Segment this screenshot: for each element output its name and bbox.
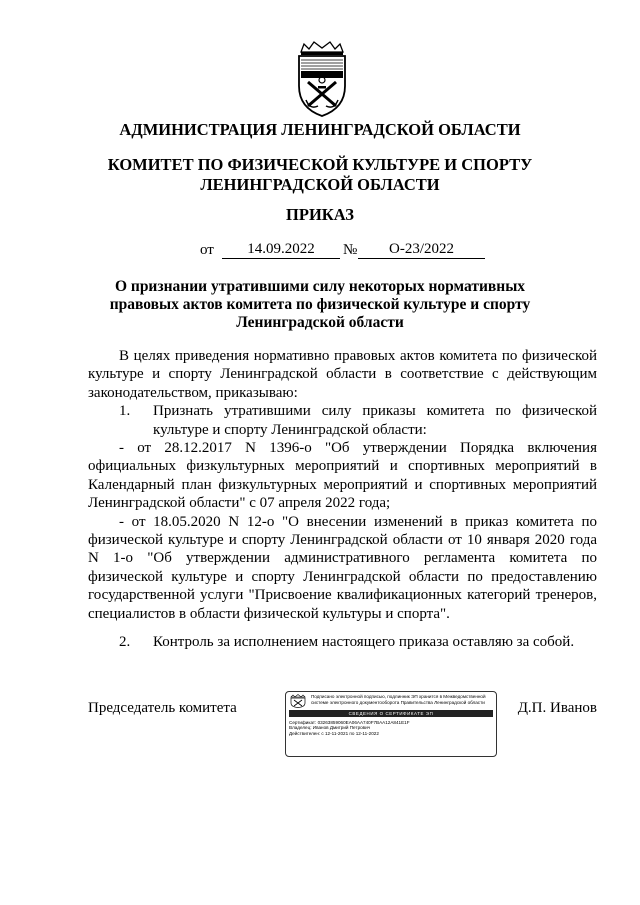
committee-heading xyxy=(60,155,580,195)
electronic-signature-stamp xyxy=(285,691,497,757)
coat-of-arms-icon xyxy=(296,40,348,118)
stamp-header-text: Подписано электронной подписью, подлинник ЭП хранится в Межведомственной системе электронного документооборота Правительства Ленинградской области xyxy=(311,694,486,705)
document-type-heading: ПРИКАЗ xyxy=(286,205,354,224)
item-text: Контроль за исполнением настоящего приказа оставляю за собой. xyxy=(153,634,575,651)
certificate-validity: Действителен: с 12-11-2021 по 12-11-2022 xyxy=(289,730,379,736)
certificate-id: Сертификат: 03263859060EA06AA740F7BAA12A841E1F xyxy=(289,719,410,725)
order-date: 14.09.2022 xyxy=(222,241,340,259)
administration-heading: АДМИНИСТРАЦИЯ ЛЕНИНГРАДСКОЙ ОБЛАСТИ xyxy=(119,120,521,139)
item-number: 1. xyxy=(119,403,131,420)
certificate-owner: Владелец: Иванов Дмитрий Петрович xyxy=(289,725,371,731)
stamp-title: СВЕДЕНИЯ О СЕРТИФИКАТЕ ЭП xyxy=(289,710,493,717)
sub-item-1: - от 28.12.2017 N 1396-о "Об утверждении Порядка включения официальных физкультурных мероприятий и спортивных мероприятий в Календарный план физкультурных мероприятий и спортивных мероприятий Ленинградской области" с 07 апреля 2022 года; xyxy=(88,440,597,512)
number-label: № xyxy=(343,242,358,258)
committee-heading-line1: КОМИТЕТ ПО ФИЗИЧЕСКОЙ КУЛЬТУРЕ И СПОРТУ xyxy=(107,155,533,174)
order-body xyxy=(88,347,597,652)
committee-heading-line2: ЛЕНИНГРАДСКОЙ ОБЛАСТИ xyxy=(200,175,440,194)
item-first-line xyxy=(153,402,597,439)
list-item xyxy=(88,633,597,651)
signer-name: Д.П. Иванов xyxy=(517,700,597,716)
item-text: Признать утратившими силу приказы комитета по физической культуре и спорту Ленинградской области: xyxy=(153,403,597,438)
order-subject: О признании утратившими силу некоторых нормативных правовых актов комитета по физической культуре и спорту Ленинградской области xyxy=(109,278,531,331)
item-number: 2. xyxy=(119,634,131,651)
date-label: от xyxy=(200,242,214,258)
sub-item-2: - от 18.05.2020 N 12-о "О внесении изменений в приказ комитета по физической культуре и спорту Ленинградской области от 10 января 2020 года N 1-о "Об утверждении административного регламента комитета по физической культуре и спорту Ленинградской области по предоставлению государственной услуги "Присвоение квалификационных категорий тренеров, специалистов в области физической культуры и спорта". xyxy=(88,513,597,622)
preamble-paragraph: В целях приведения нормативно правовых актов комитета по физической культуре и спорту Ленинградской области в соответствие с действующим законодательством, приказываю: xyxy=(88,348,597,401)
signature-block xyxy=(88,694,597,747)
order-number: О-23/2022 xyxy=(358,241,485,259)
seal-icon xyxy=(289,694,307,708)
list-item xyxy=(88,402,597,439)
signer-role: Председатель комитета xyxy=(88,700,237,716)
